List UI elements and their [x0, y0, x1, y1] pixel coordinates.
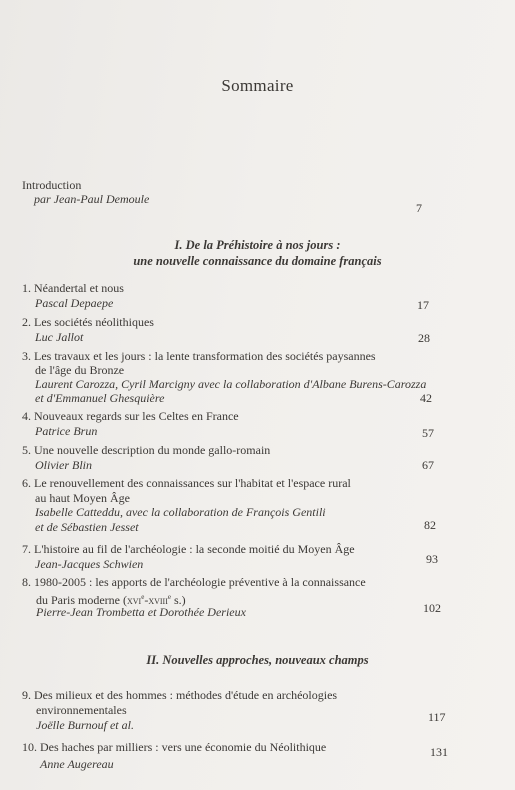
toc-entry-3-author-cont: et d'Emmanuel Ghesquière — [35, 391, 165, 405]
page-title: Sommaire — [221, 76, 294, 95]
toc-entry-1-title: 1. Néandertal et nous — [22, 281, 124, 295]
toc-entry-6-author: Isabelle Catteddu, avec la collaboration de François Gentili — [35, 505, 326, 519]
toc-entry-9-title-cont: environnementales — [36, 703, 127, 717]
intro-label: Introduction — [22, 178, 82, 192]
toc-entry-9-page: 117 — [428, 710, 446, 724]
toc-entry-7-author: Jean-Jacques Schwien — [35, 557, 144, 571]
toc-entry-4-title: 4. Nouveaux regards sur les Celtes en France — [22, 409, 239, 423]
toc-entry-3-page: 42 — [420, 391, 432, 405]
toc-entry-7-page: 93 — [426, 552, 438, 566]
toc-entry-10-title: 10. Des haches par milliers : vers une économie du Néolithique — [22, 740, 327, 754]
part-1-heading-line-2: une nouvelle connaissance du domaine français — [133, 254, 382, 268]
toc-entry-6-page: 82 — [424, 518, 436, 532]
toc-entry-6-author-cont: et de Sébastien Jesset — [35, 520, 139, 534]
toc-entry-3-title: 3. Les travaux et les jours : la lente transformation des sociétés paysannes — [22, 349, 376, 363]
toc-entry-8-title: 8. 1980-2005 : les apports de l'archéologie préventive à la connaissance — [22, 575, 366, 589]
toc-entry-4-page: 57 — [422, 426, 434, 440]
toc-entry-6-title: 6. Le renouvellement des connaissances sur l'habitat et l'espace rural — [22, 476, 351, 490]
toc-entry-10-author: Anne Augereau — [40, 757, 114, 771]
toc-entry-3-author: Laurent Carozza, Cyril Marcigny avec la collaboration d'Albane Burens-Carozza — [35, 377, 427, 391]
intro-page-number: 7 — [416, 201, 422, 215]
toc-entry-4-author: Patrice Brun — [35, 424, 98, 438]
intro-author: par Jean-Paul Demoule — [34, 192, 150, 206]
toc-entry-9-author: Joëlle Burnouf et al. — [36, 718, 134, 732]
toc-entry-8-title-cont: du Paris moderne (xvi$^e$-xviii$^e$ s.) — [36, 593, 186, 607]
toc-entry-8-author: Pierre-Jean Trombetta et Dorothée Derieux — [36, 605, 246, 619]
toc-entry-5-page: 67 — [422, 458, 434, 472]
toc-entry-1-author: Pascal Depaepe — [35, 296, 114, 310]
toc-entry-5-author: Olivier Blin — [35, 458, 92, 472]
toc-entry-5-title: 5. Une nouvelle description du monde gallo-romain — [22, 443, 271, 457]
toc-entry-9-title: 9. Des milieux et des hommes : méthodes d'étude en archéologies — [22, 688, 338, 702]
toc-entry-8-page: 102 — [423, 601, 441, 615]
toc-entry-10-page: 131 — [430, 745, 448, 759]
toc-entry-2-author: Luc Jallot — [35, 330, 84, 344]
toc-entry-6-title-cont: au haut Moyen Âge — [35, 491, 130, 505]
part-1-heading-line-1: I. De la Préhistoire à nos jours : — [174, 238, 341, 252]
toc-entry-1-page: 17 — [417, 298, 429, 312]
toc-entry-2-page: 28 — [418, 331, 430, 345]
toc-entry-3-title-cont: de l'âge du Bronze — [35, 363, 125, 377]
part-2-heading: II. Nouvelles approches, nouveaux champs — [146, 653, 369, 667]
toc-entry-7-title: 7. L'histoire au fil de l'archéologie : la seconde moitié du Moyen Âge — [22, 542, 355, 556]
toc-entry-2-title: 2. Les sociétés néolithiques — [22, 315, 154, 329]
